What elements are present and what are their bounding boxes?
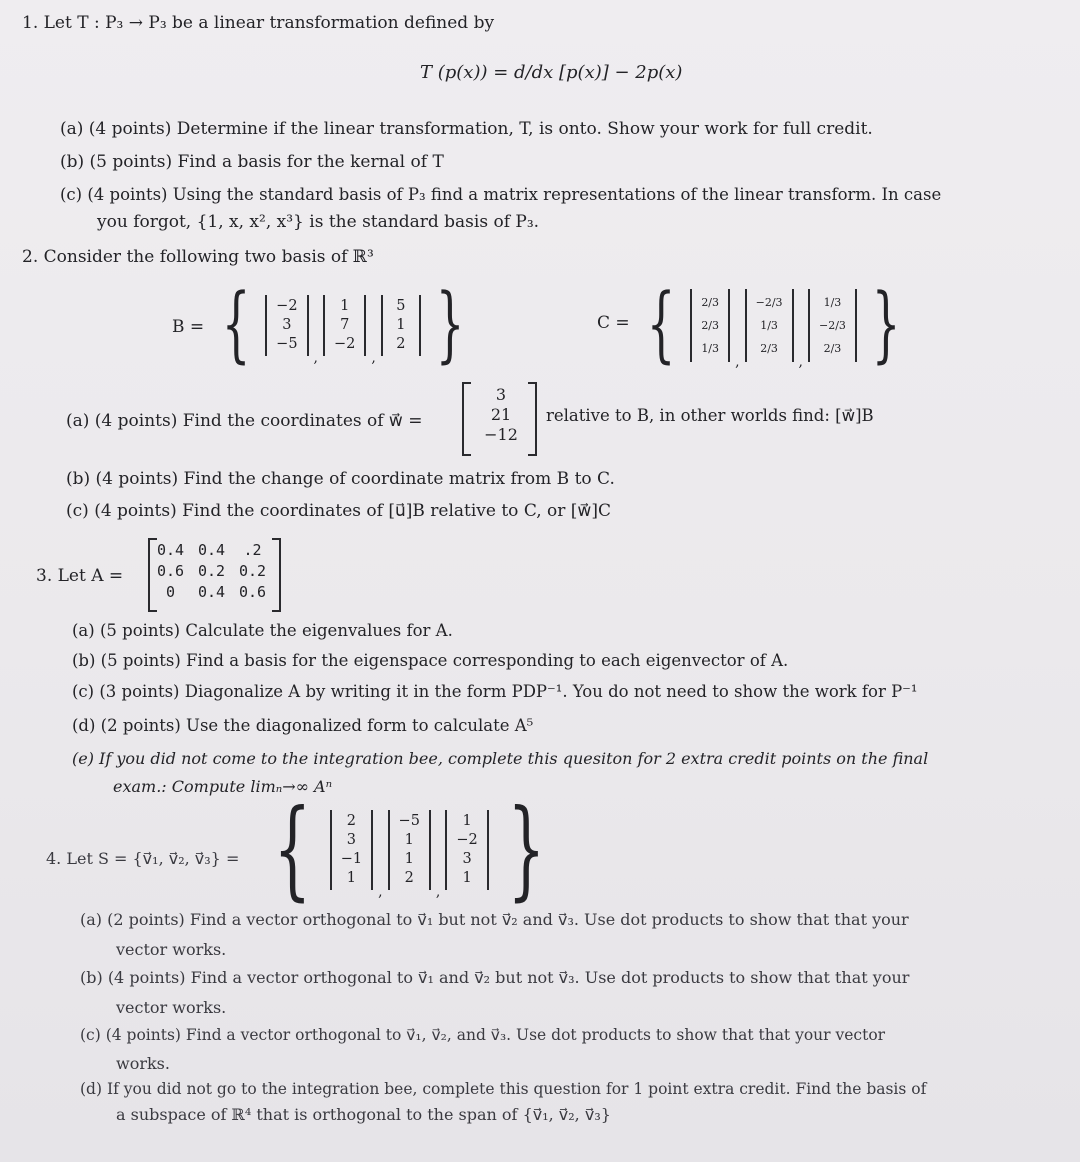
q3-part-a: (a) (5 points) Calculate the eigenvalues for A. (72, 621, 453, 640)
w-vector-left-bracket (462, 382, 471, 456)
b2-entry-3: −2 (334, 335, 356, 352)
matrix-a-right-bracket (272, 538, 281, 612)
basis-c-vector-1 (690, 289, 730, 362)
a13: .2 (243, 541, 262, 559)
b3-entry-1: 5 (396, 297, 406, 314)
v3-entry-3: 3 (462, 851, 472, 867)
q1-part-b: (b) (5 points) Find a basis for the kernal of T (60, 152, 444, 172)
q3-part-d: (d) (2 points) Use the diagonalized form to calculate A⁵ (72, 716, 534, 735)
w-vector (474, 385, 528, 445)
basis-c-vector-3 (808, 289, 857, 362)
v1-entry-3: −1 (340, 851, 363, 867)
q3-part-c: (c) (3 points) Diagonalize A by writing it in the form PDP⁻¹. You do not need to show the work for P⁻¹ (72, 682, 918, 701)
q2-part-a-prefix: (a) (4 points) Find the coordinates of w⃗ = (66, 411, 423, 431)
q1-part-c-line2: you forgot, {1, x, x², x³} is the standard basis of P₃. (97, 212, 540, 232)
b1-entry-3: −5 (276, 335, 298, 352)
v2-entry-2: 1 (404, 832, 414, 848)
set-s-vector-3 (445, 810, 488, 890)
q3-part-e-line1: (e) If you did not come to the integration bee, complete this quesiton for 2 extra credit points on the final (72, 749, 929, 768)
basis-b-vector-2 (323, 295, 366, 356)
basis-c-vector-2 (745, 289, 794, 362)
basis-b-vector-1 (265, 295, 308, 356)
c1-entry-1: 2/3 (701, 295, 720, 309)
q1-part-a: (a) (4 points) Determine if the linear transformation, T, is onto. Show your work for full credit. (60, 119, 873, 139)
q4-part-b-line1: (b) (4 points) Find a vector orthogonal to v⃗₁ and v⃗₂ but not v⃗₃. Use dot products to show that that your (80, 968, 910, 987)
q4-part-a-line2: vector works. (116, 940, 227, 959)
w-entry-3: −12 (484, 425, 518, 444)
c2-entry-2: 1/3 (760, 318, 778, 332)
a22: 0.2 (197, 562, 226, 580)
v1-entry-2: 3 (346, 832, 357, 848)
a32: 0.4 (197, 583, 226, 601)
a21: 0.6 (156, 562, 185, 580)
basis-c-open-brace: { (646, 277, 676, 372)
q2-part-b: (b) (4 points) Find the change of coordinate matrix from B to C. (66, 469, 615, 489)
v2-entry-3: 1 (404, 851, 414, 867)
set-s: { 2 3 −1 1 , −5 1 1 2 , 1 −2 3 1 } (273, 787, 546, 912)
b1-entry-1: −2 (276, 297, 298, 314)
basis-b-vector-3 (381, 295, 421, 356)
set-s-vector-2 (388, 810, 431, 890)
a23: 0.2 (238, 562, 267, 580)
matrix-a-row-3 (150, 582, 273, 603)
w-vector-right-bracket (528, 382, 537, 456)
basis-c-set: { 2/3 2/3 1/3 , −2/3 1/3 2/3 , 1/3 −2/3 2/3 } (646, 277, 901, 372)
a12: 0.4 (197, 541, 226, 559)
b3-entry-3: 2 (396, 335, 406, 352)
b1-entry-2: 3 (282, 316, 292, 333)
q3-intro: 3. Let A = (36, 566, 124, 586)
basis-c-close-brace: } (871, 277, 901, 372)
v1-entry-1: 2 (346, 813, 357, 829)
v3-entry-4: 1 (462, 870, 472, 886)
q4-part-b-line2: vector works. (116, 998, 227, 1017)
v3-entry-1: 1 (462, 813, 472, 829)
q2-part-a-suffix: relative to B, in other worlds find: [w⃗]B (546, 406, 874, 425)
a31: 0 (165, 583, 176, 601)
b2-entry-1: 1 (340, 297, 350, 314)
c2-entry-1: −2/3 (755, 295, 783, 309)
matrix-a-row-2 (150, 561, 273, 582)
w-entry-2: 21 (490, 405, 512, 424)
basis-b-set: { −2 3 −5 , 1 7 −2 , 5 1 2 } (221, 277, 465, 372)
q4-part-c-line1: (c) (4 points) Find a vector orthogonal to v⃗₁, v⃗₂, and v⃗₃. Use dot products to show that that your vector (80, 1026, 886, 1044)
c3-entry-1: 1/3 (823, 295, 842, 309)
b2-entry-2: 7 (340, 316, 350, 333)
c1-entry-2: 2/3 (701, 318, 720, 332)
c3-entry-2: −2/3 (819, 318, 846, 332)
q1-part-c-line1: (c) (4 points) Using the standard basis of P₃ find a matrix representations of the linear transform. In case (60, 185, 942, 204)
q4-part-d-line1: (d) If you did not go to the integration bee, complete this question for 1 point extra credit. Find the basis of (80, 1080, 927, 1098)
a33: 0.6 (238, 583, 267, 601)
q1-intro: 1. Let T : P₃ → P₃ be a linear transformation defined by (22, 13, 495, 33)
b3-entry-2: 1 (396, 316, 406, 333)
basis-b-open-brace: { (221, 277, 251, 372)
q4-part-a-line1: (a) (2 points) Find a vector orthogonal to v⃗₁ but not v⃗₂ and v⃗₃. Use dot products to show that that your (80, 910, 909, 929)
v2-entry-1: −5 (398, 813, 420, 829)
c3-entry-3: 2/3 (823, 341, 842, 355)
set-s-close-brace: } (507, 787, 546, 912)
v3-entry-2: −2 (456, 832, 478, 848)
matrix-a-row-1 (150, 540, 273, 561)
q4-intro: 4. Let S = {v⃗₁, v⃗₂, v⃗₃} = (46, 849, 240, 868)
basis-b-label: B = (172, 317, 205, 337)
q4-part-c-line2: works. (116, 1054, 170, 1073)
q3-part-e-line2: exam.: Compute limₙ→∞ Aⁿ (113, 777, 333, 796)
c1-entry-3: 1/3 (701, 341, 720, 355)
q2-part-c: (c) (4 points) Find the coordinates of [u⃗]B relative to C, or [w⃗]C (66, 501, 611, 521)
q3-part-b: (b) (5 points) Find a basis for the eigenspace corresponding to each eigenvector of A. (72, 651, 789, 670)
set-s-open-brace: { (273, 787, 312, 912)
q4-part-d-line2: a subspace of ℝ⁴ that is orthogonal to the span of {v⃗₁, v⃗₂, v⃗₃} (116, 1105, 611, 1124)
basis-b-close-brace: } (435, 277, 465, 372)
basis-c-label: C = (597, 313, 630, 333)
q2-intro: 2. Consider the following two basis of ℝ³ (22, 247, 374, 267)
c2-entry-3: 2/3 (760, 341, 778, 355)
v1-entry-4: 1 (346, 870, 357, 886)
w-entry-1: 3 (495, 385, 507, 404)
matrix-a (150, 540, 273, 603)
a11: 0.4 (156, 541, 185, 559)
v2-entry-4: 2 (404, 870, 414, 886)
q1-formula: T (p(x)) = d/dx [p(x)] − 2p(x) (420, 62, 683, 83)
set-s-vector-1 (330, 810, 373, 890)
